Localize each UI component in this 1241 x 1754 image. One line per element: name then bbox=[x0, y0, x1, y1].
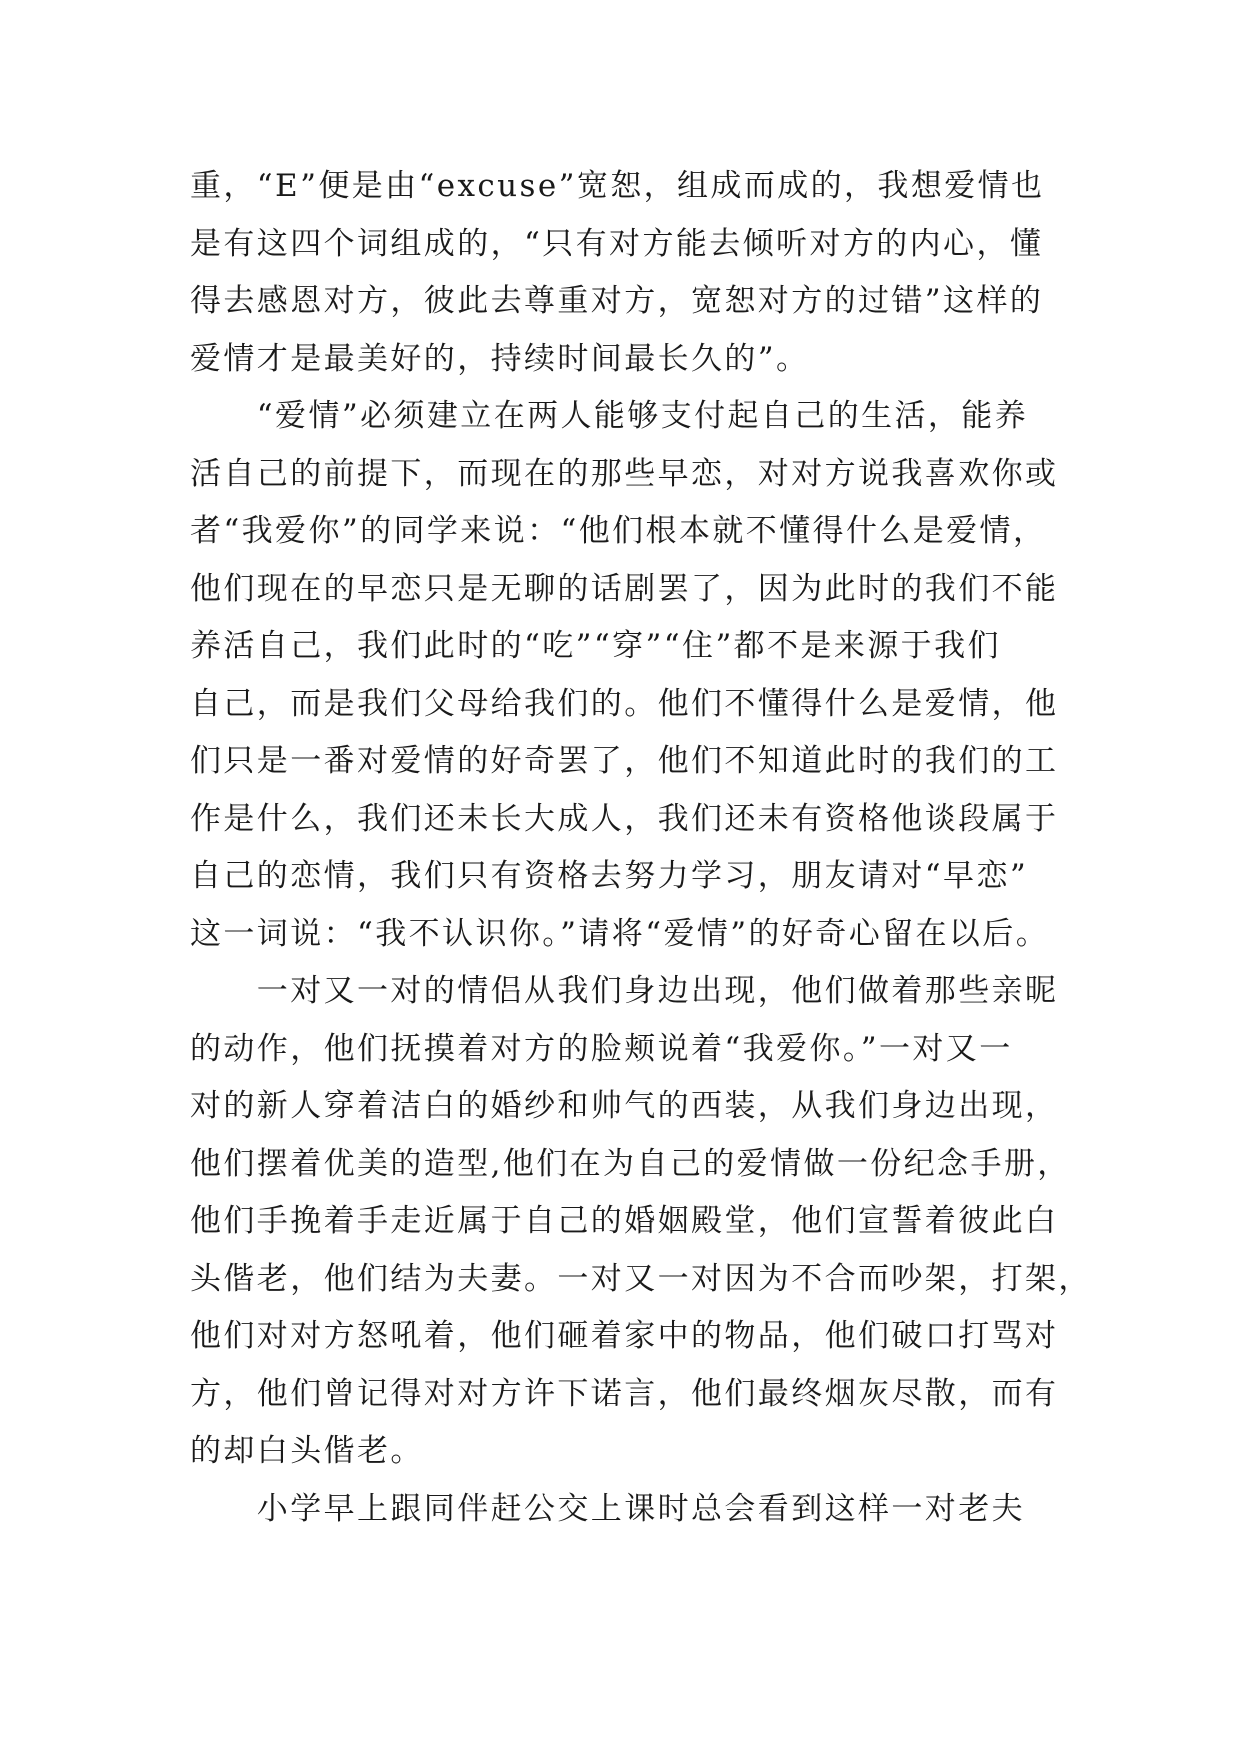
text-line: 作是什么，我们还未长大成人，我们还未有资格他谈段属于 bbox=[190, 800, 1059, 837]
text-line: 他们现在的早恋只是无聊的话剧罢了，因为此时的我们不能 bbox=[190, 570, 1059, 607]
text-line: 的却白头偕老。 bbox=[190, 1433, 424, 1469]
text-line: 这一词说：“我不认识你。”请将“爱情”的好奇心留在以后。 bbox=[190, 915, 1050, 952]
text-line: 们只是一番对爱情的好奇罢了，他们不知道此时的我们的工 bbox=[190, 743, 1059, 779]
text-line: 活自己的前提下，而现在的那些早恋，对对方说我喜欢你或 bbox=[190, 455, 1059, 492]
text-line: 一对又一对的情侣从我们身边出现，他们做着那些亲昵 bbox=[190, 973, 1059, 1009]
text-line: 得去感恩对方，彼此去尊重对方，宽恕对方的过错”这样的 bbox=[190, 283, 1044, 319]
text-line: 他们摆着优美的造型,他们在为自己的爱情做一份纪念手册， bbox=[190, 1145, 1071, 1182]
text-line: 头偕老，他们结为夫妻。一对又一对因为不合而吵架，打架， bbox=[190, 1260, 1092, 1297]
text-line: 重，“E”便是由“excuse”宽恕，组成而成的，我想爱情也 bbox=[190, 168, 1045, 204]
text-line: 对的新人穿着洁白的婚纱和帅气的西装，从我们身边出现， bbox=[190, 1088, 1059, 1124]
text-line: 他们手挽着手走近属于自己的婚姻殿堂，他们宣誓着彼此白 bbox=[190, 1203, 1059, 1239]
text-line: 自己，而是我们父母给我们的。他们不懂得什么是爱情，他 bbox=[190, 685, 1059, 722]
text-line: 爱情才是最美好的，持续时间最长久的”。 bbox=[190, 340, 810, 377]
text-line: 的动作，他们抚摸着对方的脸颊说着“我爱你。”一对又一 bbox=[190, 1030, 1013, 1067]
text-line: 者“我爱你”的同学来说：“他们根本就不懂得什么是爱情， bbox=[190, 513, 1047, 549]
body-text bbox=[190, 158, 1092, 1538]
text-line: “爱情”必须建立在两人能够支付起自己的生活，能养 bbox=[190, 398, 1029, 434]
text-line: 养活自己，我们此时的“吃”“穿”“住”都不是来源于我们 bbox=[190, 628, 1001, 664]
text-line: 方，他们曾记得对对方许下诺言，他们最终烟灰尽散，而有 bbox=[190, 1375, 1059, 1412]
text-line: 他们对对方怒吼着，他们砸着家中的物品，他们破口打骂对 bbox=[190, 1318, 1059, 1354]
text-line: 小学早上跟同伴赶公交上课时总会看到这样一对老夫 bbox=[190, 1490, 1025, 1527]
text-line: 是有这四个词组成的，“只有对方能去倾听对方的内心，懂 bbox=[190, 225, 1044, 262]
text-line: 自己的恋情，我们只有资格去努力学习，朋友请对“早恋” bbox=[190, 858, 1029, 894]
